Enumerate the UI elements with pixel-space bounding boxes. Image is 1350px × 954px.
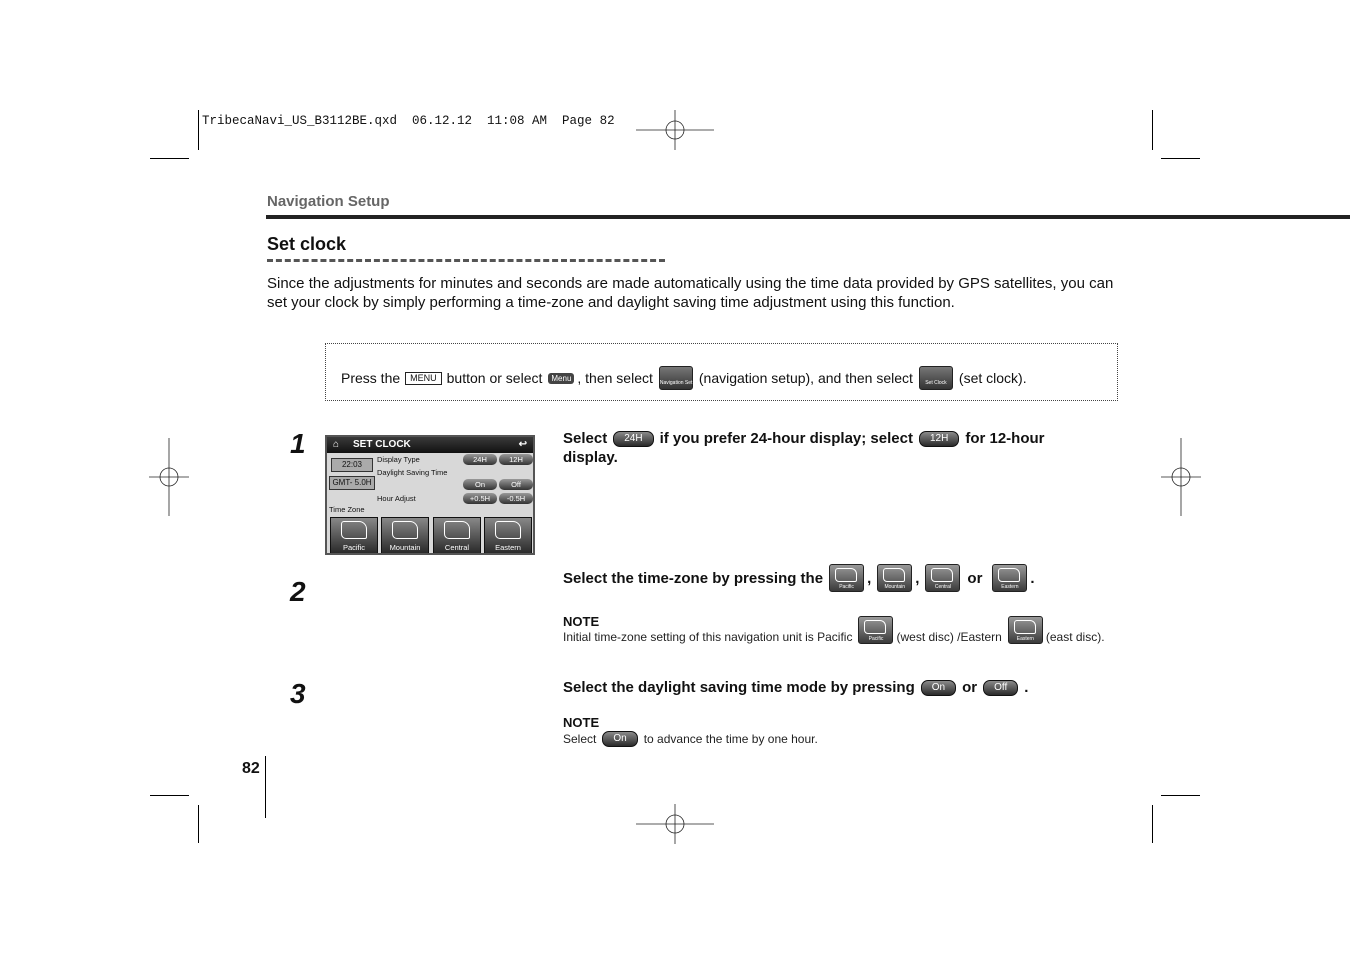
step-3-instruction: Select the daylight saving time mode by pressing (563, 679, 915, 696)
zone-icon-label: Pacific (868, 636, 884, 642)
step-2-note (563, 616, 1105, 644)
note-text: (east disc). (1045, 630, 1105, 644)
procedure-then-select: , then select (577, 370, 653, 386)
print-slug: TribecaNavi_US_B3112BE.qxd 06.12.12 11:08 AM Page 82 (202, 114, 615, 128)
step-3-text (563, 679, 1028, 696)
step-number: 1 (290, 428, 306, 459)
step-1-text (563, 430, 1045, 447)
on-button-icon: On (602, 731, 637, 747)
zone-label: Eastern (495, 543, 521, 552)
step-2-or: or (967, 569, 983, 587)
zone-label: Central (444, 543, 470, 552)
registration-mark-icon (149, 438, 189, 516)
period: . (1030, 569, 1035, 587)
back-icon: ⌂ (333, 439, 340, 450)
pacific-zone-icon (858, 616, 893, 644)
crop-mark (198, 110, 199, 150)
intro-paragraph: Since the adjustments for minutes and seconds are made automatically using the time data provided by GPS satellites, you can set your clock by simply performing a time-zone and daylight saving time adjustment using this function. (267, 275, 1114, 311)
12h-button-icon: 12H (919, 431, 959, 447)
step-1-select: Select (563, 430, 608, 447)
page-number: 82 (242, 760, 260, 777)
device-hour-adjust: Hour Adjust (377, 494, 416, 503)
device-24h-button: 24H (463, 454, 497, 465)
step-2-note-heading: NOTE (563, 614, 600, 629)
procedure-press: Press the (341, 370, 401, 386)
zone-icon-label: Mountain (884, 584, 906, 590)
procedure-set-clock: (set clock). (958, 370, 1027, 386)
step-number: 3 (290, 678, 306, 709)
crop-mark (150, 158, 189, 159)
crop-mark (150, 795, 189, 796)
zone-label: Mountain (389, 543, 421, 552)
procedure-text (341, 366, 1027, 390)
note-text: Initial time-zone setting of this navigation unit is Pacific (563, 630, 853, 644)
device-zone-mountain (381, 517, 429, 554)
zone-label: Pacific (342, 543, 366, 552)
device-time: 22:03 (331, 458, 373, 472)
device-title: SET CLOCK (353, 439, 411, 450)
header-rule (266, 215, 1350, 219)
zone-icon-label: Eastern (1016, 636, 1034, 642)
comma: , (915, 569, 920, 587)
procedure-button-or: button or select (446, 370, 543, 386)
device-minus-button: -0.5H (499, 493, 533, 504)
zone-icon-label: Central (934, 584, 951, 590)
off-button-icon: Off (983, 680, 1018, 696)
section-header: Navigation Setup (267, 193, 390, 210)
device-dst: Daylight Saving Time (377, 468, 448, 477)
comma: , (867, 569, 872, 587)
central-zone-icon (925, 564, 960, 592)
zone-icon-label: Eastern (1001, 584, 1019, 590)
registration-mark-icon (1161, 438, 1201, 516)
crop-mark (198, 805, 199, 843)
crop-mark (1161, 795, 1200, 796)
crop-mark (1152, 805, 1153, 843)
step-2-instruction: Select the time-zone by pressing the (563, 569, 824, 587)
eastern-zone-icon (1008, 616, 1043, 644)
procedure-nav-setup: (navigation setup), and then select (698, 370, 913, 386)
menu-icon: Menu (548, 373, 574, 384)
mountain-zone-icon (877, 564, 912, 592)
step-3-or: or (962, 679, 978, 696)
device-12h-button: 12H (499, 454, 533, 465)
step-2-text (563, 564, 1035, 592)
set-clock-screen-image (325, 435, 535, 555)
device-title-bar (327, 437, 533, 453)
crop-mark (1161, 158, 1200, 159)
note-text: Select (563, 732, 597, 746)
note-text: to advance the time by one hour. (643, 732, 818, 746)
device-time-zone: Time Zone (329, 505, 365, 514)
on-button-icon: On (921, 680, 956, 696)
step-1-line2: display. (563, 449, 618, 466)
page-title: Set clock (267, 234, 347, 254)
device-gmt: GMT- 5.0H (329, 476, 375, 490)
device-plus-button: +0.5H (463, 493, 497, 504)
step-3-note (563, 731, 818, 747)
navigation-setup-icon: Navigation Set Up (659, 366, 693, 390)
step-3-note-heading: NOTE (563, 715, 600, 730)
set-clock-icon: Set Clock (919, 366, 953, 390)
registration-mark-icon (636, 804, 714, 844)
step-1-mid: if you prefer 24-hour display; select (659, 430, 913, 447)
pacific-zone-icon (829, 564, 864, 592)
device-display-type: Display Type (377, 455, 420, 464)
device-on-button: On (463, 479, 497, 490)
device-zone-central (433, 517, 481, 554)
title-rule (267, 259, 665, 262)
registration-mark-icon (636, 110, 714, 150)
period: . (1024, 679, 1029, 696)
step-1-end: for 12-hour (965, 430, 1045, 447)
step-number: 2 (290, 576, 306, 607)
zone-icon-label: Pacific (839, 584, 854, 590)
device-zone-eastern (484, 517, 532, 554)
page-number-rule (265, 756, 266, 818)
device-zone-pacific (330, 517, 378, 554)
24h-button-icon: 24H (613, 431, 653, 447)
device-off-button: Off (499, 479, 533, 490)
crop-mark (1152, 110, 1153, 150)
note-text: (west disc) /Eastern (896, 630, 1002, 644)
menu-key-icon: MENU (405, 372, 442, 385)
return-icon: ↩ (518, 439, 527, 450)
eastern-zone-icon (992, 564, 1027, 592)
